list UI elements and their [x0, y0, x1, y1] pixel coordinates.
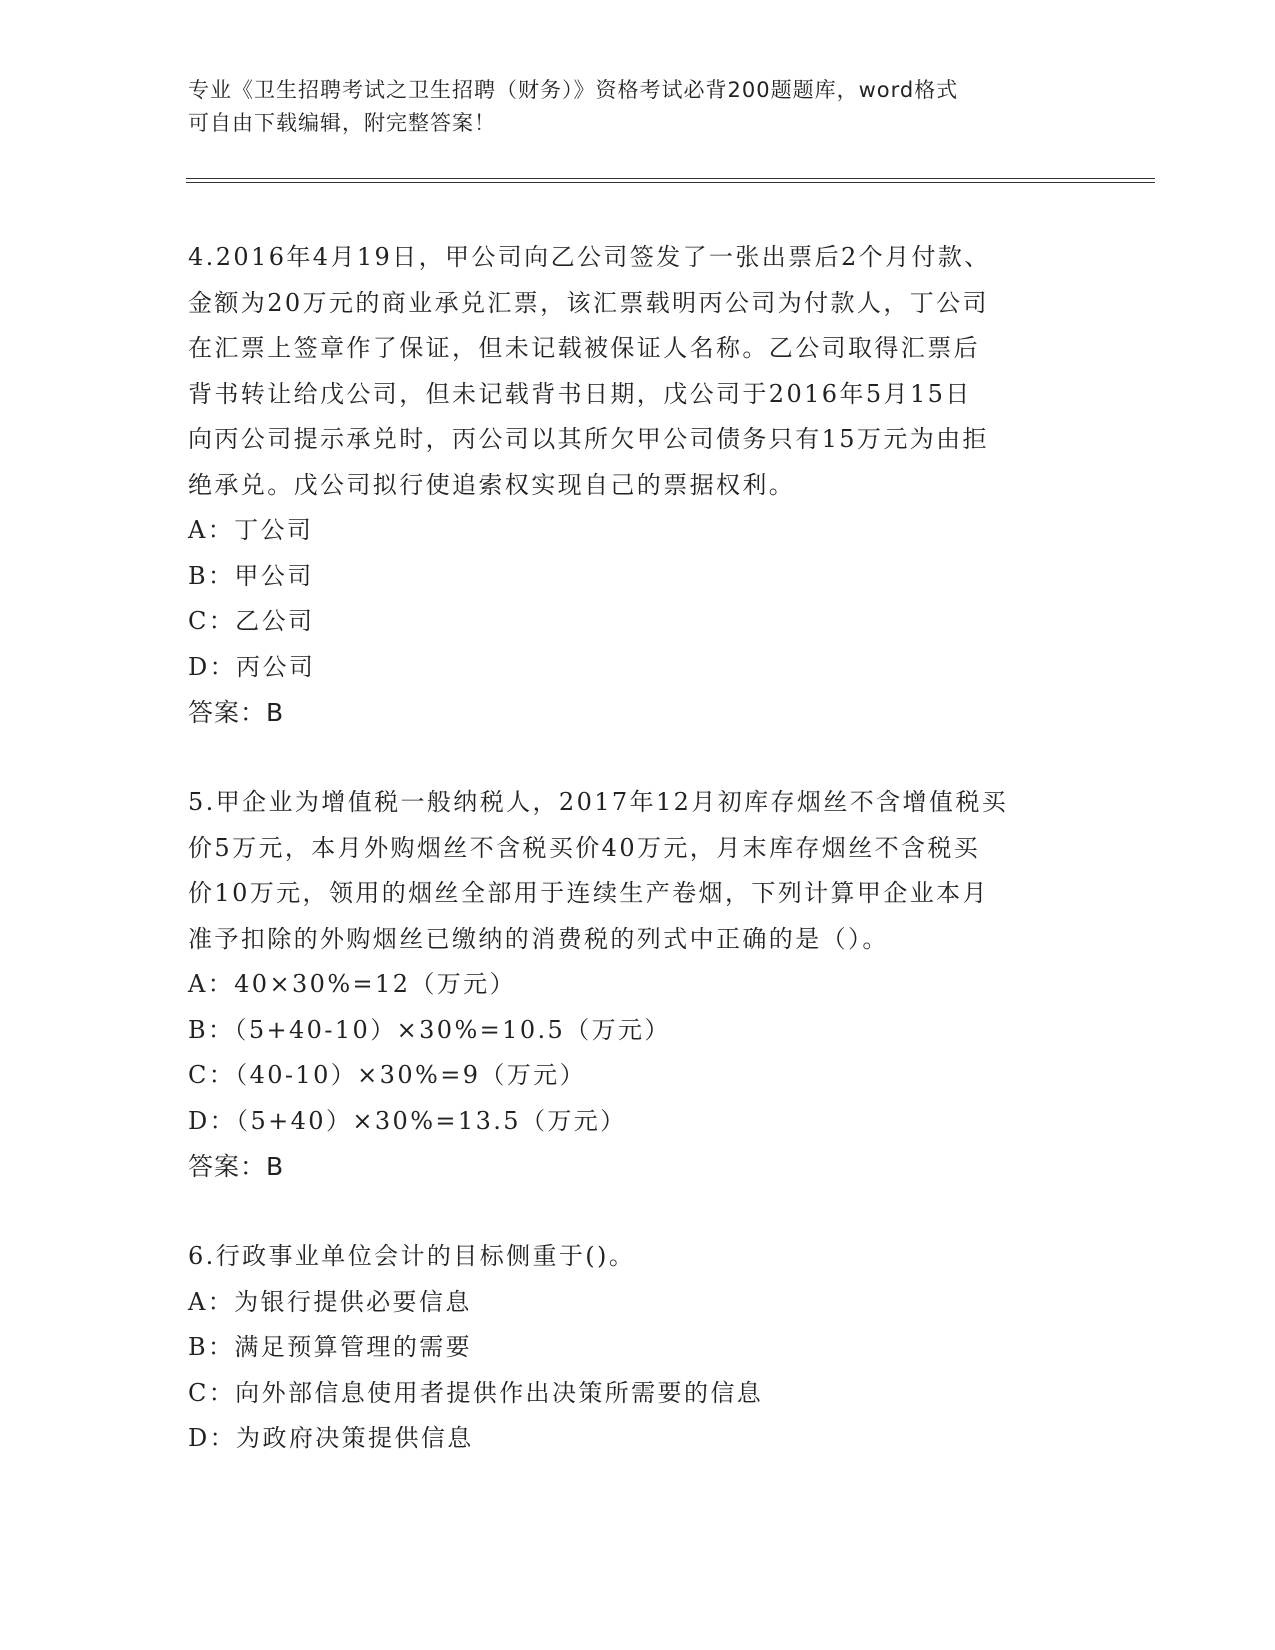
stem-line: 价5万元，本月外购烟丝不含税买价40万元，月末库存烟丝不含税买 [188, 833, 981, 862]
header-title-line-1: 专业《卫生招聘考试之卫生招聘（财务）》资格考试必背200题题库，word格式 [188, 78, 959, 102]
answer-label: 答案：B [188, 698, 285, 727]
question-4 [188, 235, 1088, 736]
question-6 [188, 1234, 1088, 1462]
stem-line: 6.行政事业单位会计的目标侧重于()。 [188, 1242, 636, 1270]
question-stem [188, 235, 1088, 508]
document-header [188, 74, 1068, 140]
option-b: B：满足预算管理的需要 [188, 1333, 473, 1361]
stem-line: 价10万元，领用的烟丝全部用于连续生产卷烟，下列计算甲企业本月 [188, 879, 989, 907]
option-d: D：为政府决策提供信息 [188, 1424, 474, 1452]
question-5 [188, 780, 1088, 1190]
stem-line: 4.2016年4月19日，甲公司向乙公司签发了一张出票后2个月付款、 [188, 243, 991, 271]
stem-line: 准予扣除的外购烟丝已缴纳的消费税的列式中正确的是（）。 [188, 924, 889, 953]
option-c: C：乙公司 [188, 607, 315, 635]
option-c: C：（40-10）×30%=9（万元） [188, 1061, 586, 1089]
option-a: A：为银行提供必要信息 [188, 1287, 472, 1316]
header-title-line-2: 可自由下载编辑，附完整答案！ [188, 111, 496, 135]
option-c: C：向外部信息使用者提供作出决策所需要的信息 [188, 1378, 764, 1407]
option-a: A：丁公司 [188, 516, 314, 544]
stem-line: 金额为20万元的商业承兑汇票，该汇票载明丙公司为付款人，丁公司 [188, 288, 989, 317]
option-d: D：丙公司 [188, 652, 316, 681]
question-stem [188, 1234, 1088, 1280]
question-stem [188, 780, 1088, 962]
stem-line: 在汇票上签章作了保证，但未记载被保证人名称。乙公司取得汇票后 [188, 334, 980, 362]
option-b: B：甲公司 [188, 561, 314, 590]
header-divider-top [186, 178, 1155, 179]
option-a: A：40×30%=12（万元） [188, 970, 516, 998]
stem-line: 5.甲企业为增值税一般纳税人，2017年12月初库存烟丝不含增值税买 [188, 788, 1009, 816]
answer-label: 答案：B [188, 1152, 285, 1181]
option-b: B：（5+40-10）×30%=10.5（万元） [188, 1015, 671, 1044]
option-d: D：（5+40）×30%=13.5（万元） [188, 1106, 627, 1135]
stem-line: 向丙公司提示承兑时，丙公司以其所欠甲公司债务只有15万元为由拒 [188, 425, 989, 453]
stem-line: 绝承兑。戊公司拟行使追索权实现自己的票据权利。 [188, 470, 796, 499]
stem-line: 背书转让给戊公司，但未记载背书日期，戊公司于2016年5月15日 [188, 379, 972, 408]
header-divider-bottom [186, 182, 1155, 183]
